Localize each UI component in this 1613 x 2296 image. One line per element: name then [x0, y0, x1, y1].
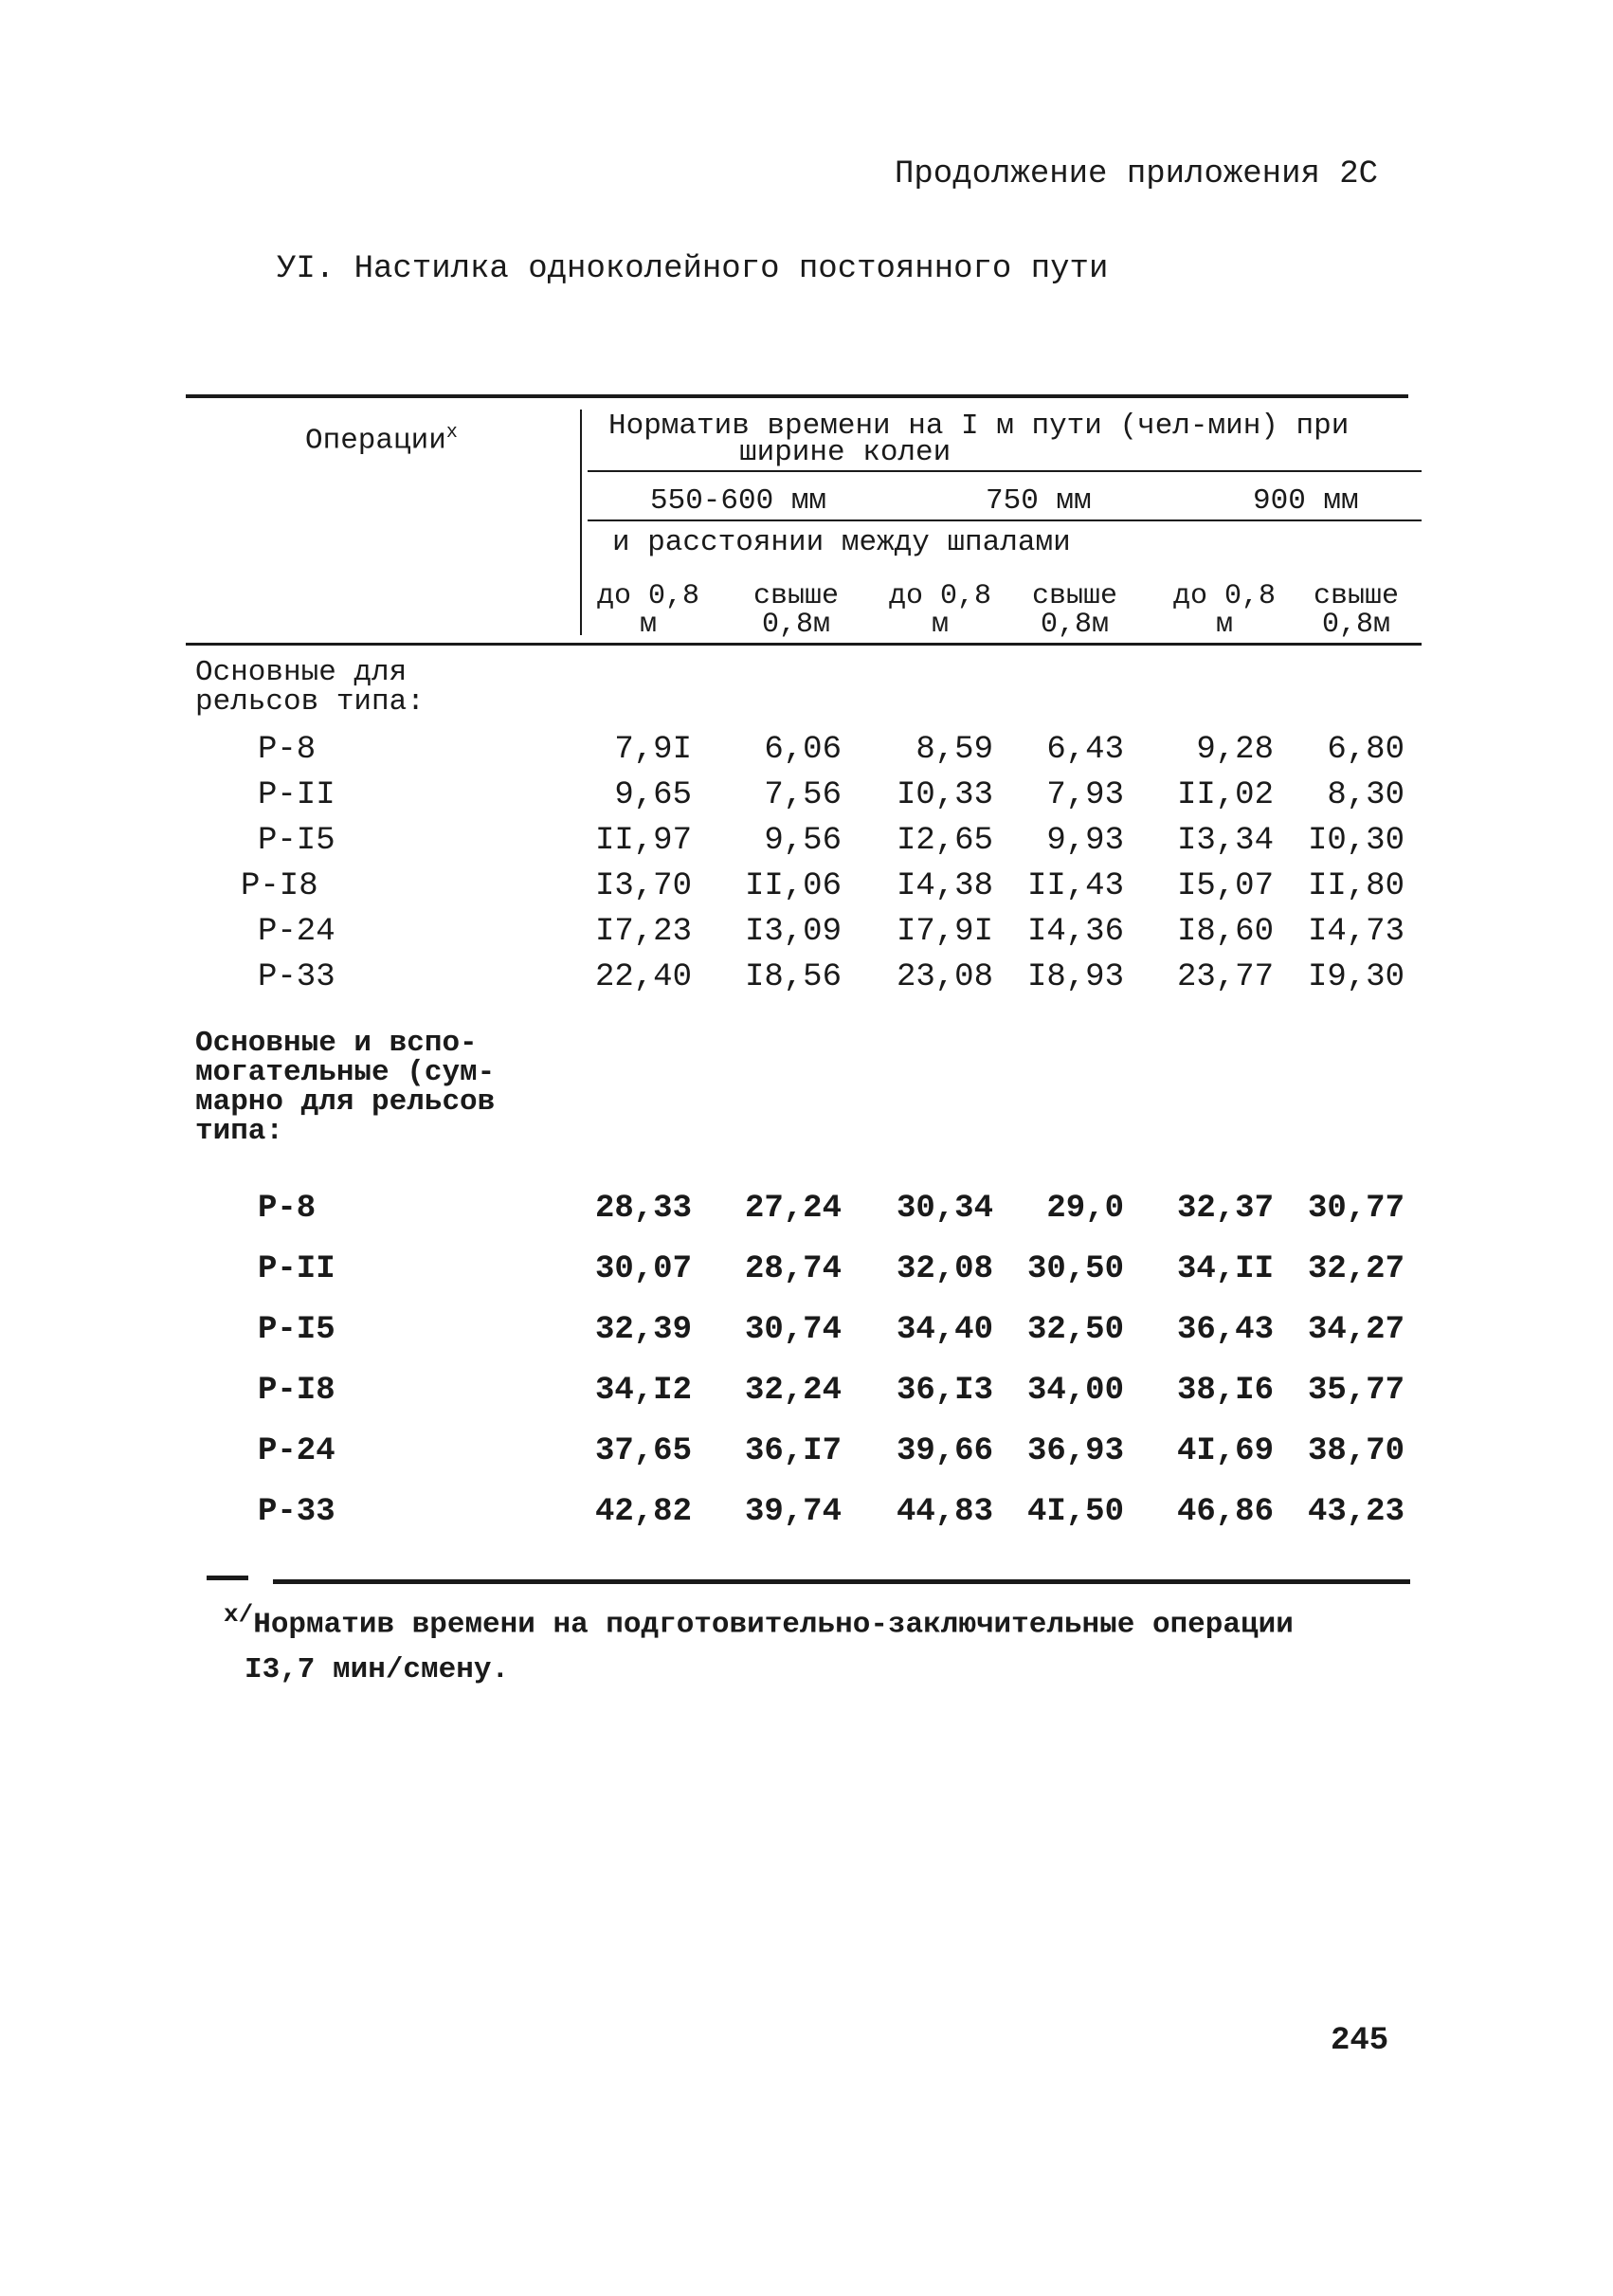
table-cell: 34,I2 [594, 1373, 692, 1409]
table-cell: I7,23 [594, 914, 692, 950]
rail-type-label: Р-24 [258, 914, 335, 950]
table-cell: 28,74 [744, 1251, 842, 1287]
table-cell: 6,06 [764, 732, 842, 768]
header-bottom-rule [186, 643, 1422, 646]
gauge-900: 900 мм [1253, 484, 1359, 518]
table-cell: 32,08 [896, 1251, 993, 1287]
table-cell: 36,I7 [744, 1433, 842, 1469]
norm-header-line2: ширине колеи [739, 436, 951, 469]
table-cell: 4I,69 [1176, 1433, 1274, 1469]
rail-type-label: Р-24 [258, 1433, 335, 1469]
table-cell: II,02 [1176, 777, 1274, 813]
subcol-1: до 0,8 м [596, 580, 700, 641]
table-bottom-rule [273, 1579, 1410, 1584]
table-cell: I9,30 [1307, 959, 1405, 995]
page-number: 245 [1331, 2023, 1389, 2059]
table-cell: 8,59 [915, 732, 993, 768]
table-cell: I3,70 [594, 868, 692, 904]
rail-type-label: Р-II [258, 777, 335, 813]
table-cell: 22,40 [594, 959, 692, 995]
table-cell: 34,27 [1307, 1312, 1405, 1348]
group2-label: Основные и вспо- могательные (сум- марно для рельсов типа: [195, 1027, 496, 1148]
table-cell: 34,00 [1026, 1373, 1124, 1409]
header-vline [580, 410, 582, 635]
table-cell: II,43 [1026, 868, 1124, 904]
footnote-line2: I3,7 мин/смену. [245, 1653, 510, 1686]
table-cell: 34,II [1176, 1251, 1274, 1287]
table-cell: 23,77 [1176, 959, 1274, 995]
table-cell: 34,40 [896, 1312, 993, 1348]
table-cell: 44,83 [896, 1494, 993, 1530]
subcol-3: до 0,8 м [888, 580, 992, 641]
table-cell: I3,09 [744, 914, 842, 950]
table-cell: I7,9I [896, 914, 993, 950]
table-cell: I8,60 [1176, 914, 1274, 950]
table-cell: II,06 [744, 868, 842, 904]
table-cell: 23,08 [896, 959, 993, 995]
table-cell: I8,56 [744, 959, 842, 995]
footnote-short-rule [207, 1576, 248, 1580]
group1-label: Основные для рельсов типа: [195, 656, 425, 719]
table-cell: 7,56 [764, 777, 842, 813]
table-cell: 30,50 [1026, 1251, 1124, 1287]
table-cell: 7,9I [614, 732, 692, 768]
rail-type-label: Р-I5 [258, 823, 335, 859]
table-cell: 30,34 [896, 1191, 993, 1227]
subcol-4: свыше 0,8м [1031, 580, 1117, 641]
table-cell: 32,39 [594, 1312, 692, 1348]
table-cell: 37,65 [594, 1433, 692, 1469]
table-cell: 4I,50 [1026, 1494, 1124, 1530]
page-header: Продолжение приложения 2С [895, 156, 1379, 192]
table-cell: I4,36 [1026, 914, 1124, 950]
table-cell: 9,65 [614, 777, 692, 813]
table-cell: 32,24 [744, 1373, 842, 1409]
section-title: УI. Настилка одноколейного постоянного пути [277, 251, 1109, 287]
table-cell: 7,93 [1046, 777, 1124, 813]
table-cell: 32,50 [1026, 1312, 1124, 1348]
table-cell: 30,74 [744, 1312, 842, 1348]
gauge-750: 750 мм [986, 484, 1092, 518]
rail-type-label: Р-II [258, 1251, 335, 1287]
table-cell: II,97 [594, 823, 692, 859]
norm-header-line1: Норматив времени на I м пути (чел-мин) при [608, 410, 1350, 443]
table-cell: I2,65 [896, 823, 993, 859]
table-cell: 38,70 [1307, 1433, 1405, 1469]
table-cell: 32,37 [1176, 1191, 1274, 1227]
table-cell: 9,28 [1196, 732, 1274, 768]
table-cell: 35,77 [1307, 1373, 1405, 1409]
table-cell: 30,07 [594, 1251, 692, 1287]
table-cell: 43,23 [1307, 1494, 1405, 1530]
table-cell: I3,34 [1176, 823, 1274, 859]
table-cell: I4,73 [1307, 914, 1405, 950]
subcol-5: до 0,8 м [1172, 580, 1277, 641]
table-cell: I8,93 [1026, 959, 1124, 995]
table-cell: I4,38 [896, 868, 993, 904]
table-cell: 27,24 [744, 1191, 842, 1227]
distance-header: и расстоянии между шпалами [612, 526, 1071, 559]
table-cell: 6,80 [1327, 732, 1405, 768]
rail-type-label: Р-33 [258, 1494, 335, 1530]
gauge-550-600: 550-600 мм [650, 484, 827, 518]
table-cell: 39,74 [744, 1494, 842, 1530]
gauge-bottom-rule [588, 519, 1422, 521]
table-cell: 36,93 [1026, 1433, 1124, 1469]
table-cell: II,80 [1307, 868, 1405, 904]
table-cell: 38,I6 [1176, 1373, 1274, 1409]
rail-type-label: Р-I8 [258, 1373, 335, 1409]
footnote-line1: $^{x/}$Норматив времени на подготовительно-заключительные операции [224, 1600, 1294, 1642]
table-cell: 39,66 [896, 1433, 993, 1469]
rail-type-label: Р-33 [258, 959, 335, 995]
rail-type-label: Р-I8 [241, 868, 318, 904]
table-cell: I0,30 [1307, 823, 1405, 859]
subcol-2: свыше 0,8м [752, 580, 839, 641]
operations-header: Операции$^x$ [305, 422, 458, 458]
table-cell: I0,33 [896, 777, 993, 813]
table-cell: 30,77 [1307, 1191, 1405, 1227]
table-cell: 9,56 [764, 823, 842, 859]
subcol-6: свыше 0,8м [1313, 580, 1399, 641]
table-cell: 6,43 [1046, 732, 1124, 768]
table-top-rule [186, 394, 1408, 398]
table-cell: 8,30 [1327, 777, 1405, 813]
table-cell: I5,07 [1176, 868, 1274, 904]
table-cell: 29,0 [1046, 1191, 1124, 1227]
table-cell: 9,93 [1046, 823, 1124, 859]
rail-type-label: Р-8 [258, 732, 317, 768]
table-cell: 28,33 [594, 1191, 692, 1227]
rail-type-label: Р-8 [258, 1191, 317, 1227]
gauge-rule [588, 470, 1422, 472]
table-cell: 32,27 [1307, 1251, 1405, 1287]
rail-type-label: Р-I5 [258, 1312, 335, 1348]
table-cell: 42,82 [594, 1494, 692, 1530]
table-cell: 46,86 [1176, 1494, 1274, 1530]
table-cell: 36,43 [1176, 1312, 1274, 1348]
table-cell: 36,I3 [896, 1373, 993, 1409]
